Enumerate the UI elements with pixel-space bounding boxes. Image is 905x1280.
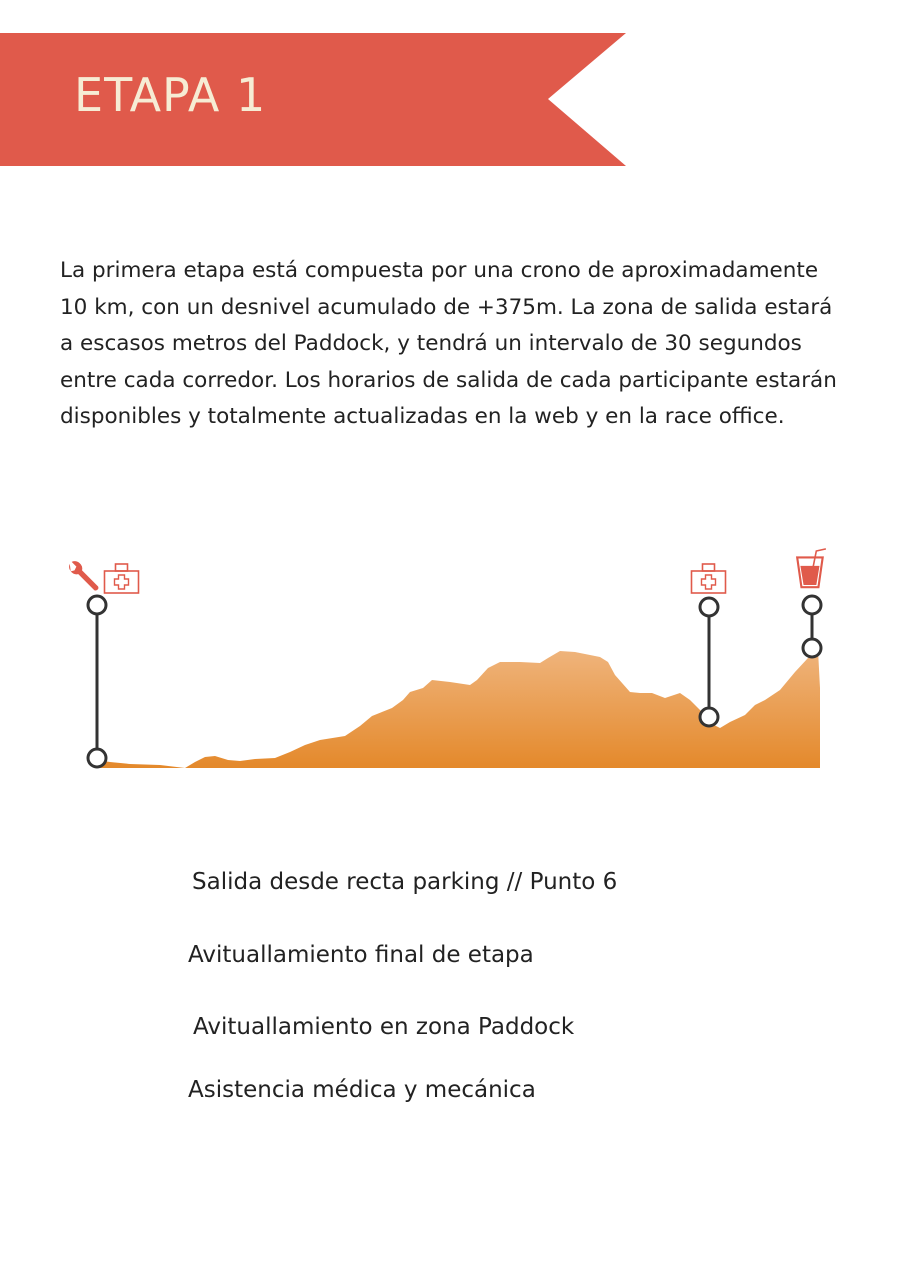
legend-paddock-refreshment: Avituallamiento en zona Paddock: [193, 1014, 575, 1040]
medical-kit-icon: [105, 564, 139, 593]
medical-kit-icon: [692, 564, 726, 593]
legend-start: Salida desde recta parking // Punto 6: [192, 869, 618, 895]
legend-final-refreshment: Avituallamiento final de etapa: [188, 942, 534, 968]
marker-medical: [700, 598, 718, 726]
legend-assistance: Asistencia médica y mecánica: [188, 1077, 536, 1103]
intro-paragraph: La primera etapa está compuesta por una crono de aproximadamente 10 km, con un desnivel acumulado de +375m. La zona de salida estará a escasos metros del Paddock, y tendrá un intervalo de 30 segundos entre cada corredor. Los horarios de salida de cada participante estarán disponibles y totalmente actualizadas en la web y en la race office.: [60, 258, 837, 429]
stage-title: ETAPA 1: [74, 68, 267, 122]
marker-finish: [803, 596, 821, 657]
drink-icon: [797, 549, 826, 587]
wrench-icon: [69, 561, 98, 590]
marker-start: [88, 596, 106, 767]
